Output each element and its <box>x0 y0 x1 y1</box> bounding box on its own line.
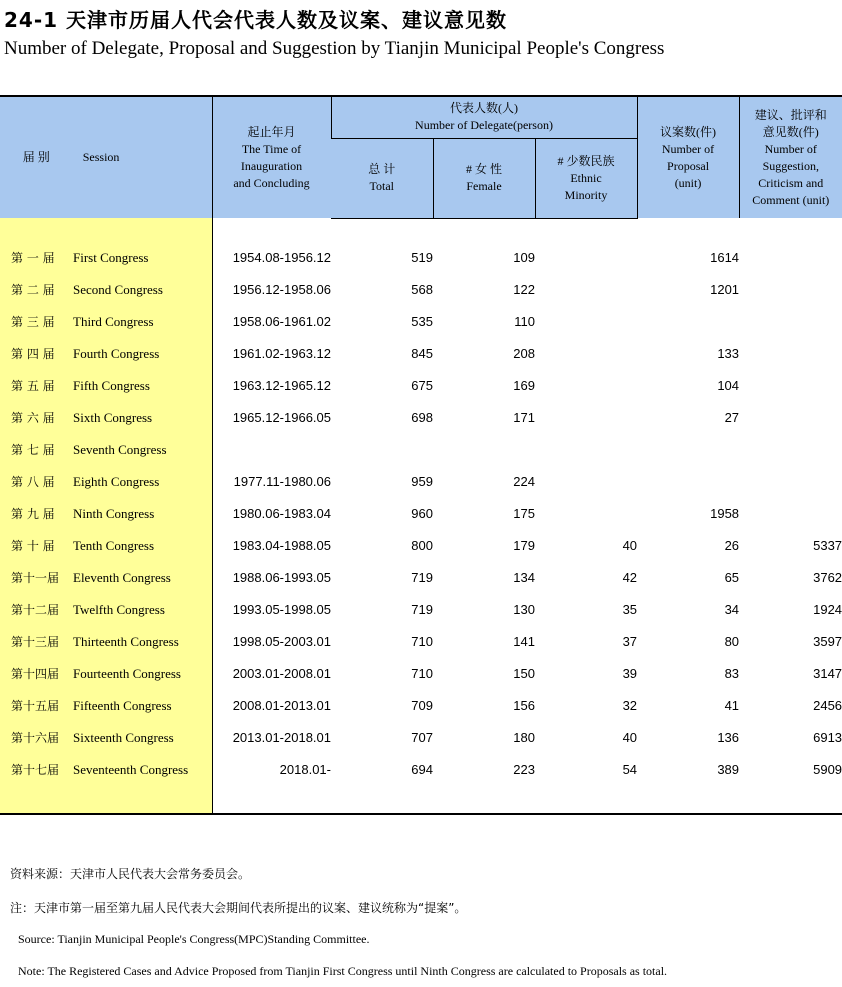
cell-suggestion <box>739 338 842 370</box>
cell-suggestion <box>739 498 842 530</box>
cell-proposal: 136 <box>717 730 740 745</box>
cell-proposal <box>637 434 739 466</box>
table-body <box>0 218 842 814</box>
cell-time: 2008.01-2013.01 <box>232 698 331 713</box>
cell-minority <box>535 466 637 498</box>
cell-female: 130 <box>513 602 535 617</box>
cell-minority: 37 <box>622 634 638 649</box>
table-title-cn: 24-1 天津市历届人代会代表人数及议案、建议意见数 <box>4 8 508 32</box>
header-total-en: Total <box>369 179 394 193</box>
cell-suggestion <box>739 274 842 306</box>
header-proposal <box>637 96 739 218</box>
table-row <box>0 594 842 626</box>
session-name-en: Seventh Congress <box>73 441 167 457</box>
cell-time: 1961.02-1963.12 <box>232 346 331 361</box>
table-row <box>0 402 842 434</box>
session-name-en: Eighth Congress <box>73 473 160 489</box>
session-name-cn: 第 五 届 <box>11 379 55 393</box>
session-cell <box>0 274 212 306</box>
header-delegate-en: Number of Delegate(person) <box>415 118 553 133</box>
session-name-cn: 第 十 届 <box>11 539 55 553</box>
cell-minority: 54 <box>622 762 638 777</box>
session-name-cn: 第十七届 <box>11 763 60 777</box>
header-female <box>433 138 535 218</box>
table-row <box>0 626 842 658</box>
cell-total: 959 <box>411 474 433 489</box>
cell-suggestion: 5909 <box>813 762 842 777</box>
session-name-en: Second Congress <box>73 281 163 297</box>
cell-minority: 35 <box>622 602 638 617</box>
cell-suggestion: 2456 <box>813 698 842 713</box>
cell-minority: 39 <box>622 666 638 681</box>
cell-minority <box>535 274 637 306</box>
table-row <box>0 466 842 498</box>
spacer-row-bottom <box>0 786 842 814</box>
session-name-en: Fifth Congress <box>73 377 150 393</box>
cell-total: 675 <box>411 378 433 393</box>
cell-proposal: 1201 <box>710 282 740 297</box>
cell-minority: 40 <box>622 538 638 553</box>
source-note-cn: 资料来源：天津市人民代表大会常务委员会。 <box>10 867 251 881</box>
cell-female: 171 <box>513 410 535 425</box>
table-title-en: Number of Delegate, Proposal and Suggestion by Tianjin Municipal People's Congress <box>4 38 665 59</box>
session-name-en: Ninth Congress <box>73 505 155 521</box>
cell-total: 535 <box>411 314 433 329</box>
cell-time: 2003.01-2008.01 <box>232 666 331 681</box>
cell-total: 519 <box>411 250 433 265</box>
session-name-cn: 第十一届 <box>11 571 60 585</box>
cell-proposal: 80 <box>724 634 740 649</box>
session-cell <box>0 466 212 498</box>
cell-time: 1965.12-1966.05 <box>232 410 331 425</box>
cell-suggestion <box>739 402 842 434</box>
cell-suggestion <box>739 242 842 274</box>
cell-total: 719 <box>411 570 433 585</box>
cell-minority <box>535 434 637 466</box>
cell-total: 710 <box>411 666 433 681</box>
cell-total: 960 <box>411 506 433 521</box>
session-cell <box>0 306 212 338</box>
session-name-cn: 第十四届 <box>11 667 60 681</box>
cell-total: 707 <box>411 730 433 745</box>
table-row <box>0 434 842 466</box>
table-row <box>0 530 842 562</box>
cell-female: 150 <box>513 666 535 681</box>
cell-minority <box>535 306 637 338</box>
cell-total: 694 <box>411 762 433 777</box>
cell-suggestion: 3762 <box>813 570 842 585</box>
table-row <box>0 562 842 594</box>
header-minority <box>535 138 637 218</box>
cell-female: 223 <box>513 762 535 777</box>
session-cell <box>0 242 212 274</box>
header-time-cn: 起止年月 <box>247 124 296 139</box>
cell-suggestion <box>739 434 842 466</box>
session-cell <box>0 370 212 402</box>
session-cell <box>0 690 212 722</box>
session-cell <box>0 498 212 530</box>
session-name-cn: 第十六届 <box>11 731 60 745</box>
header-session-cn: 届 别 <box>22 150 50 164</box>
header-minority-en: Ethnic Minority <box>564 170 608 202</box>
session-cell <box>0 754 212 786</box>
cell-suggestion: 5337 <box>813 538 842 553</box>
header-session <box>0 96 212 218</box>
cell-minority <box>535 402 637 434</box>
session-cell <box>0 338 212 370</box>
cell-female: 156 <box>513 698 535 713</box>
header-time <box>212 96 331 218</box>
cell-time <box>212 434 331 466</box>
cell-suggestion: 1924 <box>813 602 842 617</box>
cell-time: 1954.08-1956.12 <box>232 250 331 265</box>
cell-minority <box>535 338 637 370</box>
cell-proposal: 133 <box>717 346 740 361</box>
cell-total: 710 <box>411 634 433 649</box>
session-name-cn: 第 八 届 <box>11 475 55 489</box>
table-row <box>0 306 842 338</box>
session-cell <box>0 402 212 434</box>
cell-total <box>331 434 433 466</box>
session-name-en: Fourth Congress <box>73 345 160 361</box>
cell-proposal <box>637 306 739 338</box>
cell-proposal: 34 <box>724 602 740 617</box>
session-name-en: Seventeenth Congress <box>73 761 189 777</box>
session-name-cn: 第十五届 <box>11 699 60 713</box>
cell-suggestion: 6913 <box>813 730 842 745</box>
session-name-cn: 第 一 届 <box>11 251 55 265</box>
cell-proposal: 26 <box>724 538 740 553</box>
cell-total: 719 <box>411 602 433 617</box>
cell-female: 141 <box>513 634 535 649</box>
session-name-cn: 第 四 届 <box>11 347 55 361</box>
cell-suggestion <box>739 370 842 402</box>
session-cell <box>0 722 212 754</box>
session-name-en: Fifteenth Congress <box>73 697 172 713</box>
session-cell <box>0 626 212 658</box>
cell-minority <box>535 498 637 530</box>
statistics-table <box>0 95 842 815</box>
table-row <box>0 274 842 306</box>
session-name-cn: 第 六 届 <box>11 411 55 425</box>
session-name-en: Third Congress <box>73 313 154 329</box>
header-time-en: The Time of Inauguration and Concluding <box>233 141 310 190</box>
header-female-cn: # 女 性 <box>465 162 502 176</box>
session-name-en: Twelfth Congress <box>73 601 165 617</box>
footnote-cn: 注：天津市第一届至第九届人民代表大会期间代表所提出的议案、建议统称为“提案”。 <box>10 901 467 915</box>
cell-female: 134 <box>513 570 535 585</box>
session-name-en: Sixteenth Congress <box>73 729 174 745</box>
cell-female: 175 <box>513 506 535 521</box>
cell-proposal: 65 <box>724 570 740 585</box>
header-suggestion-cn: 建议、批评和意见数(件) <box>754 107 827 139</box>
session-name-en: First Congress <box>73 249 149 265</box>
header-total <box>331 138 433 218</box>
session-name-en: Fourteenth Congress <box>73 665 181 681</box>
cell-proposal: 27 <box>724 410 740 425</box>
cell-time: 1980.06-1983.04 <box>232 506 331 521</box>
cell-minority: 32 <box>622 698 638 713</box>
session-cell <box>0 434 212 466</box>
header-total-cn: 总 计 <box>368 162 396 176</box>
cell-time: 1963.12-1965.12 <box>232 378 331 393</box>
session-name-en: Eleventh Congress <box>73 569 171 585</box>
cell-proposal: 41 <box>724 698 740 713</box>
cell-total: 800 <box>411 538 433 553</box>
session-cell <box>0 562 212 594</box>
cell-time: 2018.01- <box>279 762 331 777</box>
cell-minority <box>535 370 637 402</box>
table-row <box>0 658 842 690</box>
header-suggestion <box>739 96 842 218</box>
cell-suggestion <box>739 466 842 498</box>
cell-proposal: 104 <box>717 378 740 393</box>
header-delegate-cn: 代表人数(人) <box>450 101 519 116</box>
cell-proposal: 1958 <box>710 506 740 521</box>
cell-proposal: 1614 <box>710 250 740 265</box>
cell-proposal: 389 <box>717 762 740 777</box>
cell-total: 698 <box>411 410 433 425</box>
session-name-cn: 第十三届 <box>11 635 60 649</box>
table-row <box>0 242 842 274</box>
cell-female: 224 <box>513 474 535 489</box>
header-suggestion-en: Number of Suggestion, Criticism and Comment (unit) <box>752 141 830 207</box>
cell-female: 208 <box>513 346 535 361</box>
session-name-en: Thirteenth Congress <box>73 633 179 649</box>
session-name-cn: 第 七 届 <box>11 443 55 457</box>
source-note-en: Source: Tianjin Municipal People's Congress(MPC)Standing Committee. <box>18 932 370 946</box>
header-female-en: Female <box>466 179 502 193</box>
cell-female: 180 <box>513 730 535 745</box>
cell-proposal: 83 <box>724 666 740 681</box>
session-name-cn: 第十二届 <box>11 603 60 617</box>
cell-time: 1956.12-1958.06 <box>232 282 331 297</box>
cell-time: 1983.04-1988.05 <box>232 538 331 553</box>
cell-suggestion: 3147 <box>813 666 842 681</box>
cell-female: 169 <box>513 378 535 393</box>
table-row <box>0 338 842 370</box>
cell-time: 1977.11-1980.06 <box>233 474 331 489</box>
cell-female: 110 <box>514 314 535 329</box>
table-row <box>0 370 842 402</box>
table-row <box>0 754 842 786</box>
cell-suggestion: 3597 <box>813 634 842 649</box>
cell-female <box>433 434 535 466</box>
session-name-cn: 第 九 届 <box>11 507 55 521</box>
cell-female: 109 <box>513 250 535 265</box>
session-name-cn: 第 三 届 <box>11 315 55 329</box>
header-session-en: Session <box>82 150 120 164</box>
cell-total: 845 <box>411 346 433 361</box>
cell-total: 709 <box>411 698 433 713</box>
session-name-cn: 第 二 届 <box>11 283 55 297</box>
cell-time: 1993.05-1998.05 <box>232 602 331 617</box>
table-row <box>0 498 842 530</box>
cell-time: 1958.06-1961.02 <box>232 314 331 329</box>
cell-time: 2013.01-2018.01 <box>232 730 331 745</box>
cell-minority: 40 <box>622 730 638 745</box>
cell-female: 179 <box>513 538 535 553</box>
session-cell <box>0 658 212 690</box>
header-minority-cn: # 少数民族 <box>557 153 615 168</box>
table-row <box>0 690 842 722</box>
table-row <box>0 722 842 754</box>
header-delegate <box>331 96 637 138</box>
cell-time: 1998.05-2003.01 <box>232 634 331 649</box>
session-name-en: Tenth Congress <box>73 537 155 553</box>
session-name-en: Sixth Congress <box>73 409 153 425</box>
header-proposal-en: Number of Proposal (unit) <box>661 141 715 190</box>
cell-minority <box>535 242 637 274</box>
spacer-row-top <box>0 218 842 242</box>
cell-proposal <box>637 466 739 498</box>
cell-suggestion <box>739 306 842 338</box>
footnote-en: Note: The Registered Cases and Advice Proposed from Tianjin First Congress until Ninth Congress are calculated to Proposals as total. <box>18 964 668 978</box>
cell-female: 122 <box>513 282 535 297</box>
session-cell <box>0 530 212 562</box>
header-proposal-cn: 议案数(件) <box>660 124 717 139</box>
cell-time: 1988.06-1993.05 <box>232 570 331 585</box>
cell-total: 568 <box>411 282 433 297</box>
session-cell <box>0 594 212 626</box>
cell-minority: 42 <box>622 570 638 585</box>
